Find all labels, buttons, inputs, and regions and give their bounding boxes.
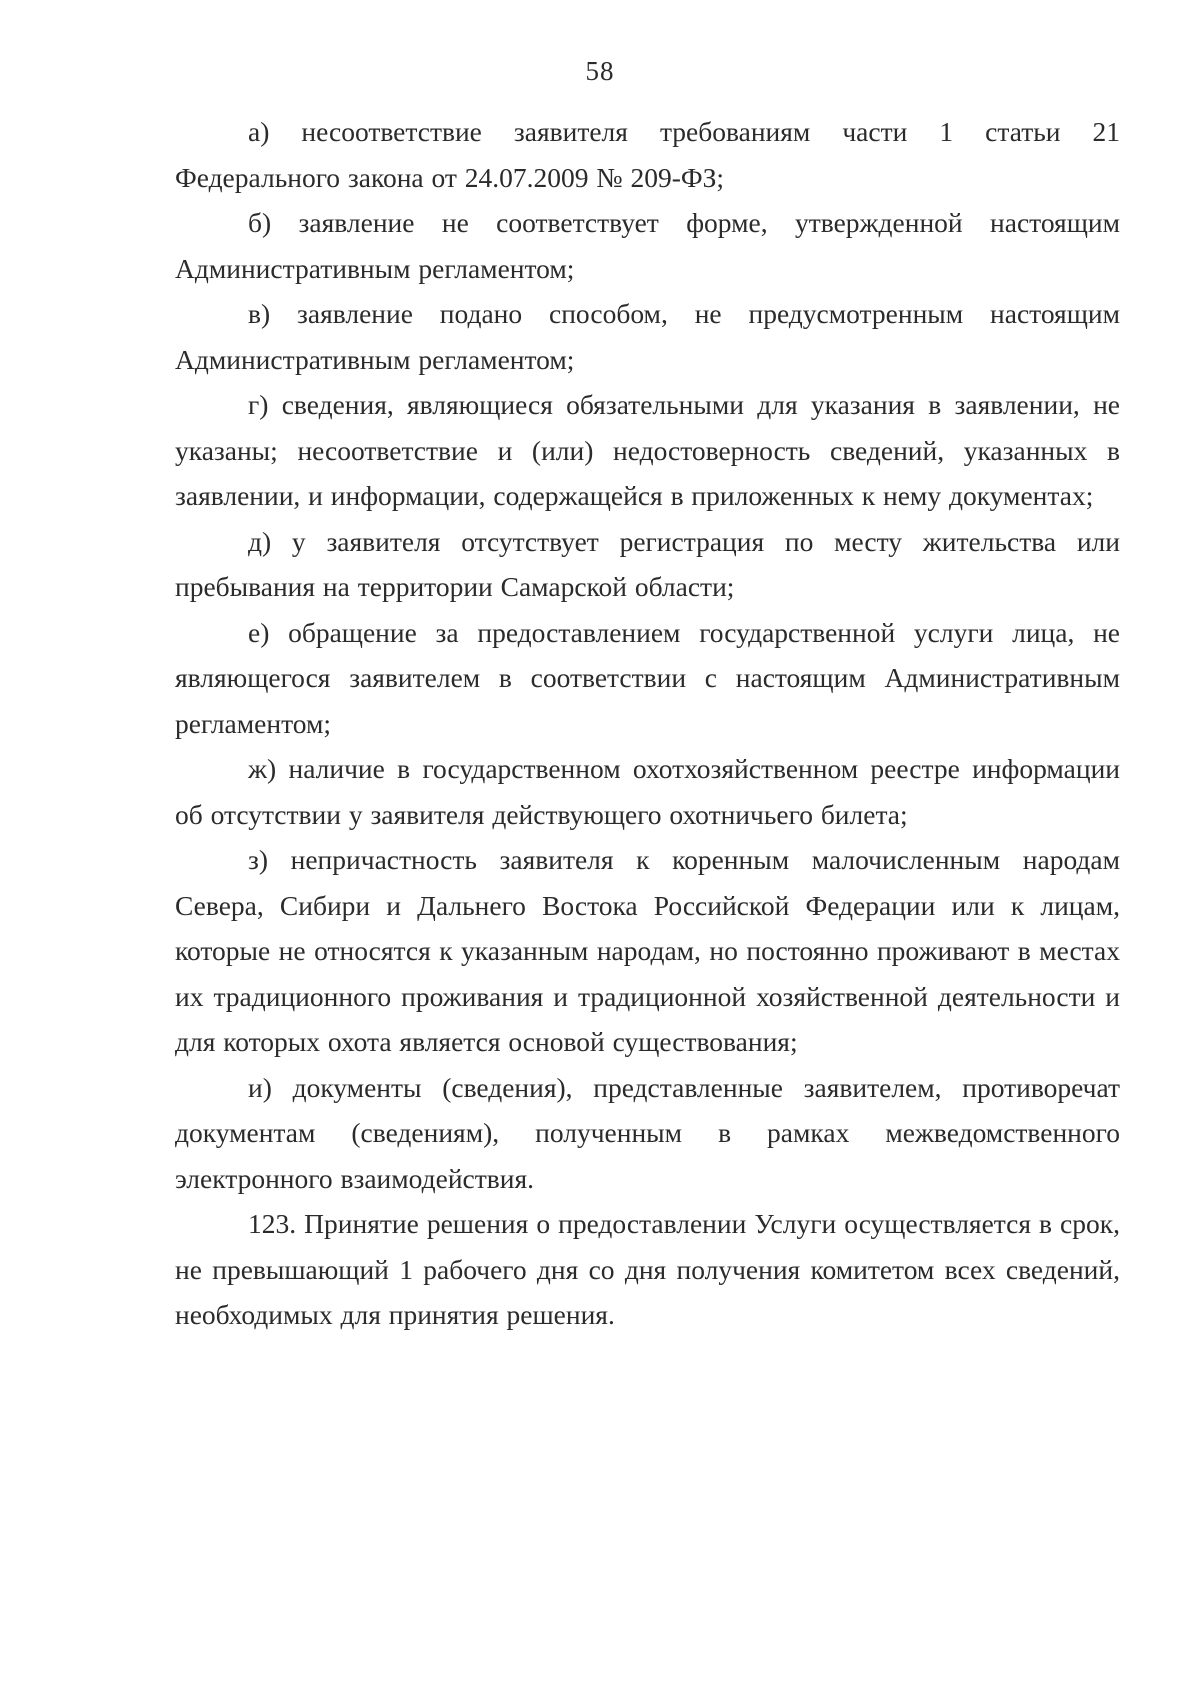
paragraph-i: и) документы (сведения), представленные заявителем, противоречат документам (сведениям), полученным в рамках межведомственного электронного взаимодействия. [175,1071,1120,1194]
paragraph-zh: ж) наличие в государственном охотхозяйственном реестре информации об отсутствии у заявителя действующего охотничьего билета; [175,753,1120,830]
paragraph-e: е) обращение за предоставлением государственной услуги лица, не являющегося заявителем в соответствии с настоящим Административным регламентом; [175,616,1120,739]
page-number: 58 [585,56,615,86]
paragraph-d: д) у заявителя отсутствует регистрация по месту жительства или пребывания на территории Самарской области; [175,525,1120,602]
paragraph-z: з) непричастность заявителя к коренным малочисленным народам Севера, Сибири и Дальнего Востока Российской Федерации или к лицам, которые не относятся к указанным народам, но постоянно проживают в местах их традиционного проживания и традиционной хозяйственной деятельности и для которых охота является основой существования; [175,844,1120,1057]
paragraph-v: в) заявление подано способом, не предусмотренным настоящим Административным регламентом; [175,298,1120,375]
document-body [175,109,1120,1338]
paragraph-g: г) сведения, являющиеся обязательными для указания в заявлении, не указаны; несоответствие и (или) недостоверность сведений, указанных в заявлении, и информации, содержащейся в приложенных к нему документах; [175,389,1120,511]
paragraph-b: б) заявление не соответствует форме, утвержденной настоящим Административным регламентом; [175,207,1120,284]
paragraph-a: а) несоответствие заявителя требованиям части 1 статьи 21 Федерального закона от 24.07.2009 № 209-ФЗ; [175,116,1120,193]
paragraph-123: 123. Принятие решения о предоставлении Услуги осуществляется в срок, не превышающий 1 рабочего дня со дня получения комитетом всех сведений, необходимых для принятия решения. [175,1208,1120,1330]
